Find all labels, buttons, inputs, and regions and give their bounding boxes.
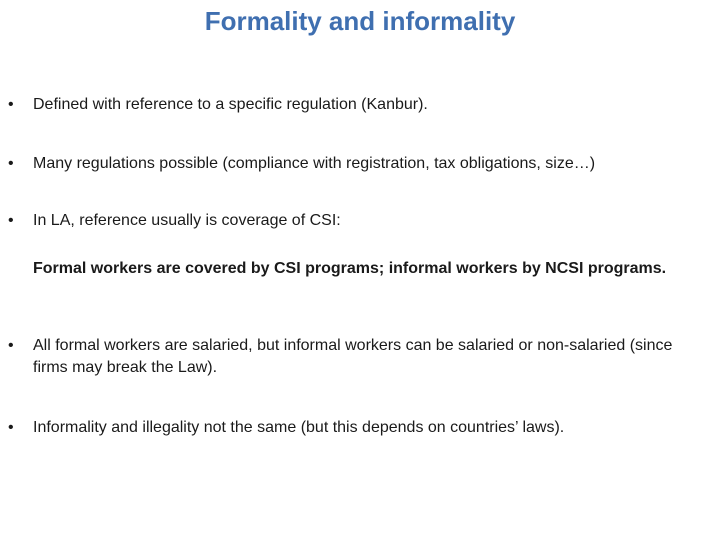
bullet-icon: • (8, 96, 14, 113)
bullet-text: In LA, reference usually is coverage of CSI: (33, 212, 341, 229)
bullet-text: All formal workers are salaried, but informal workers can be salaried or non-salaried (since firms may break the Law). (33, 337, 673, 376)
bullet-item (8, 335, 698, 379)
bullet-icon: • (8, 419, 14, 436)
bullet-icon: • (8, 337, 14, 354)
bullet-text: Defined with reference to a specific regulation (Kanbur). (33, 96, 428, 113)
slide-title: Formality and informality (204, 6, 516, 36)
bullet-text: Many regulations possible (compliance with registration, tax obligations, size…) (33, 155, 596, 172)
bullet-icon: • (8, 155, 14, 172)
bullet-icon: • (8, 212, 14, 229)
bullet-item (8, 210, 698, 232)
sub-paragraph-text: Formal workers are covered by CSI programs; informal workers by NCSI programs. (33, 260, 667, 277)
bullet-item (8, 417, 698, 439)
bullet-item (8, 94, 698, 116)
bullet-text: Informality and illegality not the same (but this depends on countries’ laws). (33, 419, 565, 436)
bullet-item (8, 153, 698, 175)
sub-paragraph (8, 258, 698, 280)
